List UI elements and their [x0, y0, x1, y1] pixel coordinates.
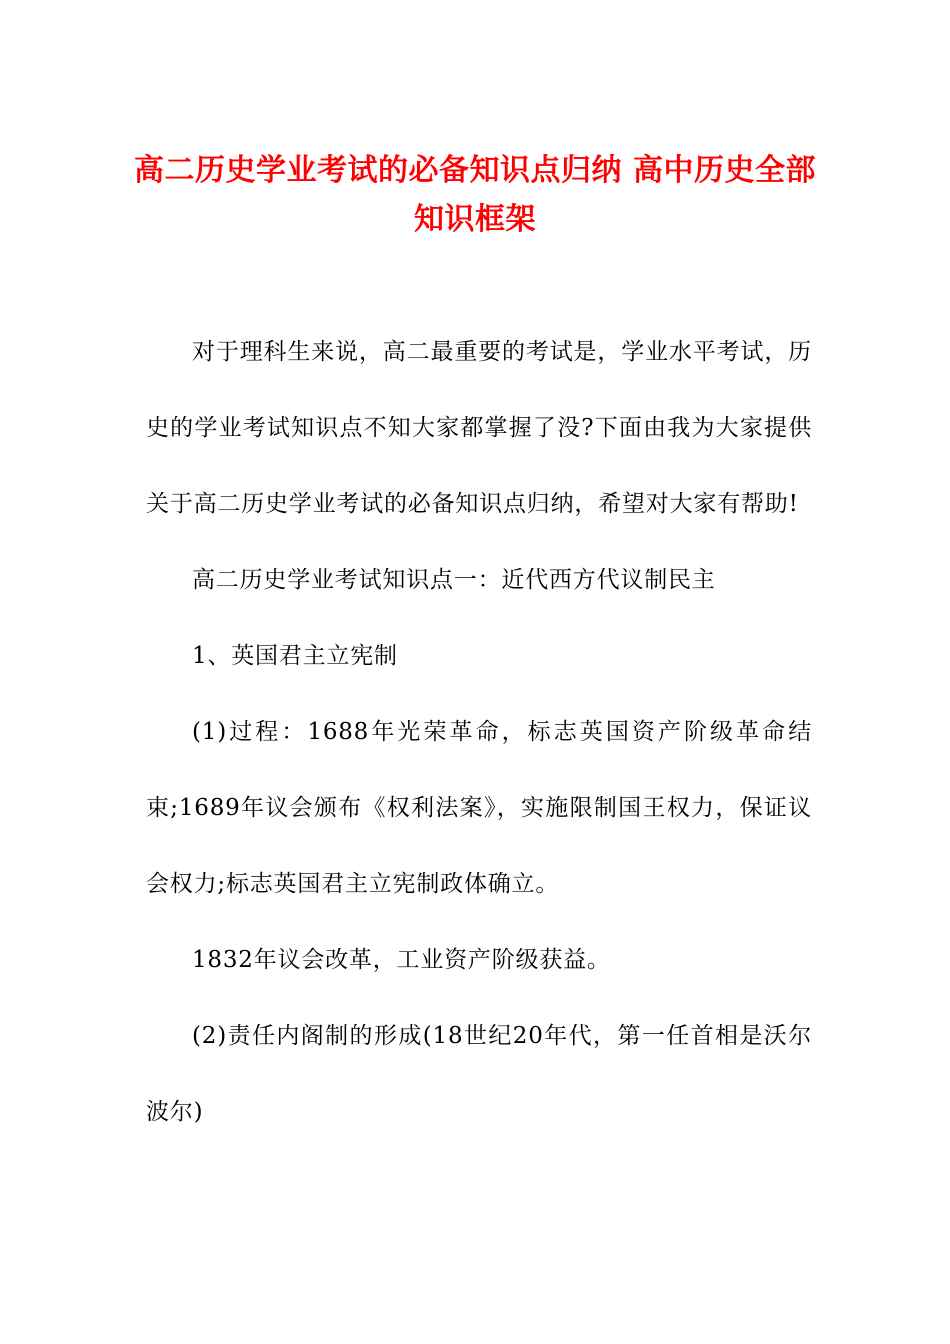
- document-title: 高二历史学业考试的必备知识点归纳 高中历史全部知识框架: [134, 153, 816, 237]
- paragraph-section-heading: 高二历史学业考试知识点一：近代西方代议制民主: [192, 567, 716, 593]
- paragraph-intro: 对于理科生来说，高二最重要的考试是，学业水平考试，历史的学业考试知识点不知大家都掌握了没?下面由我为大家提供关于高二历史学业考试的必备知识点归纳，希望对大家有帮助!: [146, 339, 812, 517]
- paragraph-subheading: 1、英国君主立宪制: [192, 643, 398, 669]
- paragraph-cabinet: (2)责任内阁制的形成(18世纪20年代，第一任首相是沃尔波尔): [146, 1023, 812, 1125]
- paragraph-process: (1)过程：1688年光荣革命，标志英国资产阶级革命结束;1689年议会颁布《权利法案》，实施限制国王权力，保证议会权力;标志英国君主立宪制政体确立。: [146, 719, 812, 897]
- paragraph-reform: 1832年议会改革，工业资产阶级获益。: [192, 947, 611, 973]
- document-body: [146, 314, 812, 1150]
